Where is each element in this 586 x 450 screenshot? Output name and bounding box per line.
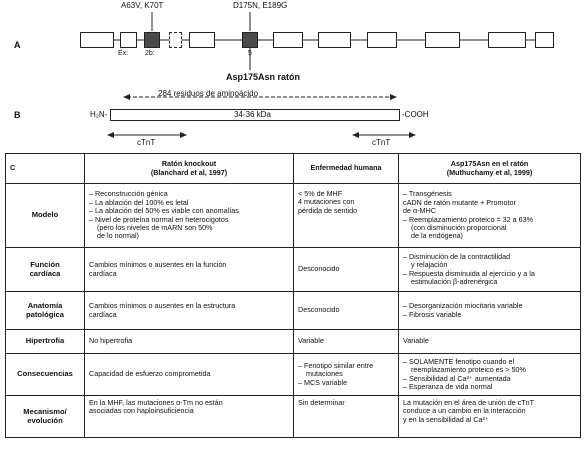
- cell-line: – Fenotipo similar entre: [298, 360, 374, 370]
- cell-line: de α-MHC: [403, 206, 436, 216]
- cell-line: y en la sensibilidad al Ca²⁺: [403, 414, 489, 424]
- exon-2a: [120, 32, 137, 48]
- cell-line: cardíaca: [89, 309, 117, 319]
- cell-line: – Reemplazamiento proteico = 32 a 63%: [403, 214, 534, 224]
- cell-line: – La ablación del 100% es letal: [89, 197, 189, 207]
- header-human-disease: Enfermedad humana: [294, 154, 399, 184]
- cell-line: Variable: [298, 336, 324, 346]
- row-head: Modelo: [6, 184, 85, 248]
- ctnt-label-left: cTnT: [137, 138, 156, 147]
- cell-line: cADN de ratón mutante + Promotor: [403, 197, 516, 207]
- cell-line: – Transgénesis: [403, 189, 452, 199]
- row-head: Mecanismo/ evolución: [6, 396, 85, 438]
- cell-line: Desconocido: [298, 305, 340, 315]
- cell-line: < 5% de MHF: [298, 189, 343, 198]
- c-terminus-label: -COOH: [402, 110, 429, 119]
- cell-line: Cambios mínimos o ausentes en la estructura: [89, 301, 236, 311]
- panel-b-label: B: [14, 110, 21, 120]
- cell-line: La mutación en el área de unión de cTnT: [403, 398, 535, 407]
- exon-11: [535, 32, 554, 48]
- exon-prefix-label: Ex:: [118, 50, 129, 57]
- exon-2b-label: 2b:: [145, 50, 155, 57]
- cell-line: pérdida de sentido: [298, 205, 358, 215]
- exon-6: [273, 32, 303, 48]
- table-row: [6, 248, 581, 292]
- asp175asn-caption: Asp175Asn ratón: [226, 72, 301, 82]
- cell-line: – Disminución de la contractilidad: [403, 251, 511, 261]
- cell-line: Sin determinar: [298, 398, 345, 407]
- cell-line: de la endógena): [411, 231, 463, 241]
- cell-line: – Fibrosis variable: [403, 309, 462, 319]
- kda-label: 34-36 kDa: [234, 110, 271, 119]
- cell-line: estimulación β-adrenérgica: [411, 276, 498, 286]
- header-knockout: Ratón knockout (Blanchard et al, 1997): [85, 154, 294, 184]
- cell-line: En la MHF, las mutaciones α-Tm no están: [89, 398, 223, 407]
- row-head: Anatomía patológica: [6, 292, 85, 330]
- cell-line: 4 mutaciones con: [298, 197, 355, 207]
- cell-line: de lo normal): [97, 231, 139, 241]
- panel-c-label: C: [6, 154, 85, 184]
- cell-line: – SOLAMENTE fenotipo cuando el: [403, 356, 515, 366]
- residues-label: 284 residuos de aminoácido: [158, 89, 259, 98]
- table-row: [6, 354, 581, 396]
- cell-line: Variable: [403, 336, 429, 346]
- table-row: [6, 330, 581, 354]
- exon-9: [425, 32, 460, 48]
- cell-line: Cambios mínimos o ausentes en la función: [89, 260, 227, 270]
- exon-8: [367, 32, 397, 48]
- header-asp175asn: Asp175Asn en el ratón (Muthuchamy et al, 1999): [399, 154, 581, 184]
- cell-line: reemplazamiento proteico es > 50%: [411, 365, 526, 375]
- cell-line: cardíaca: [89, 268, 117, 278]
- cell-line: – Nivel de proteína normal en heterocigotos: [89, 214, 229, 224]
- row-head: Consecuencias: [6, 354, 85, 396]
- row-head: Función cardíaca: [6, 248, 85, 292]
- cell-line: – MCS variable: [298, 377, 348, 387]
- table-row: [6, 396, 581, 438]
- exon-3: [169, 32, 182, 48]
- cell-line: y relajación: [411, 260, 448, 270]
- exon-7: [318, 32, 351, 48]
- cell-line: – Sensibilidad al Ca²⁺ aumentada: [403, 373, 511, 383]
- cell-line: No hipertrofia: [89, 336, 133, 346]
- exon-5: [242, 32, 258, 48]
- exon-1: [80, 32, 114, 48]
- cell-line: asociadas con haploinsuficiencia: [89, 406, 194, 416]
- cell-line: – Desorganización miocitaria variable: [403, 301, 523, 311]
- exon-10: [488, 32, 526, 48]
- cell-line: – Reconstrucción génica: [89, 189, 168, 199]
- n-terminus-label: H₂N-: [90, 110, 108, 119]
- cell-line: Desconocido: [298, 264, 340, 274]
- mutation-label-left: A63V, K70T: [121, 1, 164, 10]
- exon-2b: [144, 32, 160, 48]
- exon-5-label: 5: [248, 50, 252, 57]
- cell-line: (pero los niveles de mARN son 50%: [97, 222, 213, 232]
- cell-line: – Esperanza de vida normal: [403, 381, 493, 391]
- mutation-label-right: D175N, E189G: [233, 1, 288, 10]
- cell-line: – La ablación del 50% es viable con anomalías: [89, 206, 239, 216]
- cell-line: – Respuesta disminuida al ejercicio y a la: [403, 268, 535, 278]
- comparison-table: [5, 153, 581, 438]
- ctnt-label-right: cTnT: [372, 138, 391, 147]
- cell-line: Capacidad de esfuerzo comprometida: [89, 369, 211, 379]
- table-row: [6, 184, 581, 248]
- cell-line: conduce a un cambio en la interacción: [403, 406, 526, 416]
- table-row: [6, 292, 581, 330]
- exon-4: [189, 32, 215, 48]
- row-head: Hipertrofia: [6, 330, 85, 354]
- cell-line: (con disminución proporcional: [411, 222, 507, 232]
- cell-line: mutaciones: [306, 369, 343, 379]
- panel-a-label: A: [14, 40, 21, 50]
